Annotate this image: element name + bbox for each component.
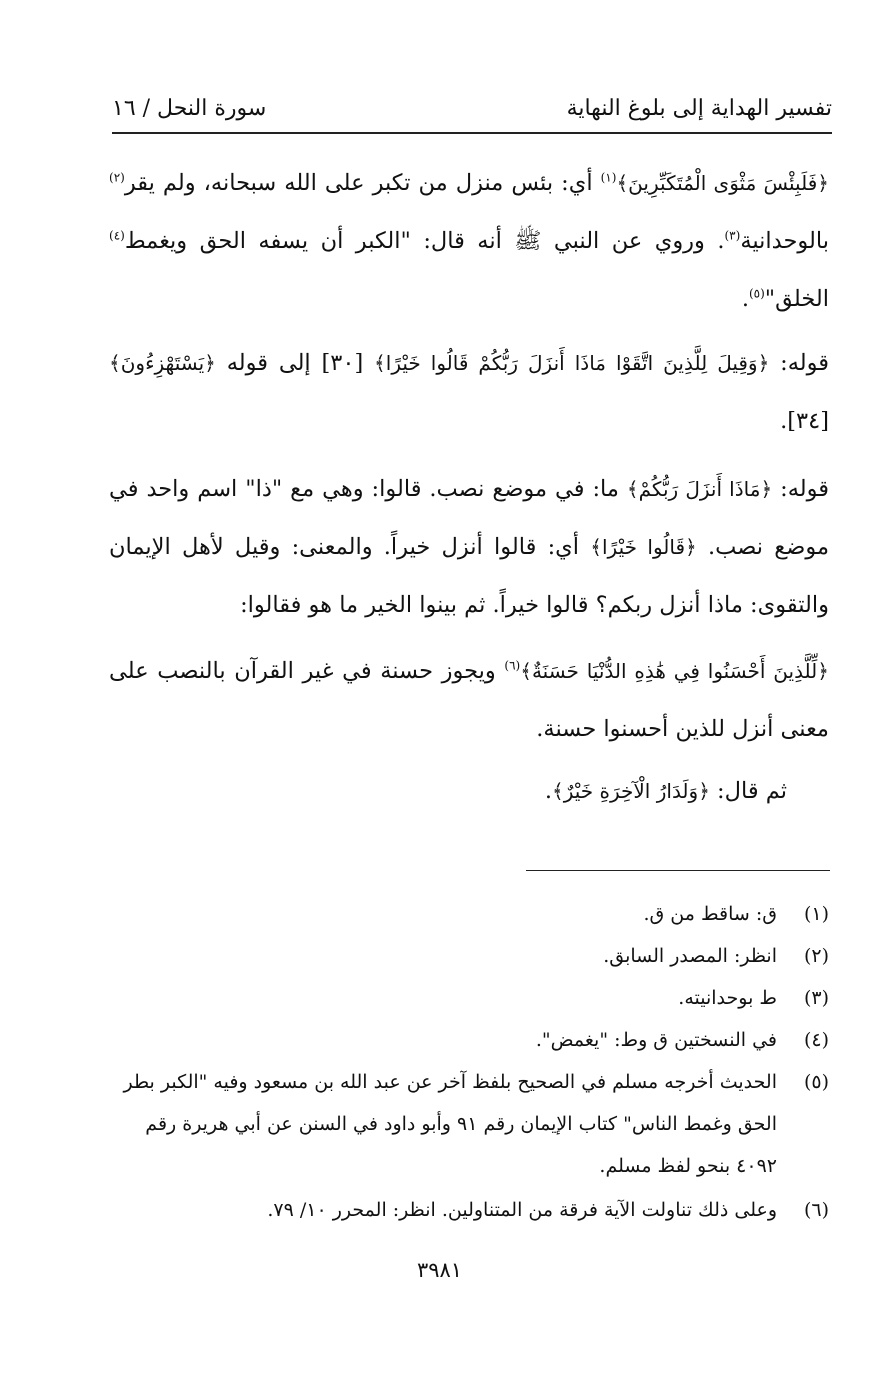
paragraph-text: ثم قال: (709, 778, 787, 804)
paragraph-text: قوله: (772, 476, 829, 502)
paragraph-4 (109, 642, 829, 758)
paragraph-text: ويجوز حسنة في غير القرآن بالنصب على معنى أنزل للذين أحسنوا حسنة. (109, 658, 829, 742)
footnote-number: (٣) (803, 987, 829, 1009)
footnote-item (109, 935, 829, 977)
footnote-separator (526, 870, 830, 871)
footnote-item (109, 1019, 829, 1061)
footnote-marker: (٣) (724, 228, 741, 243)
paragraph-2 (109, 334, 829, 450)
paragraph-text: . (741, 286, 749, 312)
footnote-marker: (٥) (748, 286, 765, 301)
paragraph-text: قوله: (769, 350, 830, 376)
footnote-item (109, 1189, 829, 1231)
paragraph-text: ما: في موضع نصب. قالوا: وهي مع "ذا" اسم واحد في موضع نصب. (109, 476, 829, 560)
quran-verse: ﴿قَالُوا خَيْرًا﴾ (590, 535, 697, 559)
quran-verse: ﴿لِّلَّذِينَ أَحْسَنُوا فِي هَٰذِهِ الدُّنْيَا حَسَنَةٌ﴾ (520, 659, 829, 683)
paragraph-3 (109, 460, 829, 634)
footnote-marker: (٦) (504, 658, 521, 673)
main-text (109, 154, 829, 820)
footnote-text: وعلى ذلك تناولت الآية فرقة من المتناولين. انظر: المحرر ١٠/ ٧٩. (267, 1199, 777, 1221)
quran-verse: ﴿مَاذَا أَنزَلَ رَبُّكُمْ﴾ (626, 477, 773, 501)
footnote-marker: (٤) (109, 228, 125, 243)
paragraph-5 (109, 762, 829, 820)
paragraph-text: إلى قوله (215, 350, 311, 376)
footnote-marker: (١) (600, 170, 617, 185)
footnote-text: ق: ساقط من ق. (643, 903, 777, 925)
surah-reference: سورة النحل / ١٦ (112, 96, 267, 121)
footnote-number: (٢) (803, 945, 829, 967)
footnote-number: (١) (803, 903, 829, 925)
quran-verse: ﴿وَلَدَارُ الْآخِرَةِ خَيْرٌ﴾ (552, 779, 710, 803)
quran-verse: ﴿وَقِيلَ لِلَّذِينَ اتَّقَوْا مَاذَا أَنزَلَ رَبُّكُمْ قَالُوا خَيْرًا﴾ (374, 351, 770, 375)
verse-reference: [٣٠] (310, 350, 375, 376)
running-header (112, 92, 832, 132)
book-title: تفسير الهداية إلى بلوغ النهاية (566, 96, 832, 121)
verse-reference: [٣٤]. (780, 408, 829, 434)
footnote-item (109, 977, 829, 1019)
footnote-number: (٥) (803, 1071, 829, 1093)
quran-verse: ﴿يَسْتَهْزِءُونَ﴾ (109, 351, 216, 375)
footnote-number: (٤) (803, 1029, 829, 1051)
footnotes (109, 893, 829, 1231)
page-number: ٣٩٨١ (416, 1258, 463, 1282)
paragraph-text: . وروي عن النبي ﷺ أنه قال: "الكبر أن يسفه الحق ويغمط (124, 228, 725, 254)
footnote-marker: (٢) (109, 170, 125, 185)
footnote-item (109, 1061, 829, 1187)
paragraph-1 (109, 154, 829, 328)
quran-verse: ﴿فَلَبِئْسَ مَثْوَى الْمُتَكَبِّرِينَ﴾ (616, 171, 829, 195)
paragraph-text: . (544, 778, 553, 804)
paragraph-text: الخلق" (764, 286, 829, 312)
footnote-number: (٦) (803, 1199, 829, 1221)
paragraph-text: أي: قالوا أنزل خيراً. والمعنى: وقيل لأهل الإيمان والتقوى: ماذا أنزل ربكم؟ قالوا خيراً. ثم بينوا الخير ما هو فقالوا: (109, 534, 829, 618)
paragraph-text: بالوحدانية (740, 228, 829, 254)
footnote-text: انظر: المصدر السابق. (603, 945, 777, 967)
footnote-text: في النسختين ق وط: "يغمض". (535, 1029, 777, 1051)
footnote-text: الحديث أخرجه مسلم في الصحيح بلفظ آخر عن عبد الله بن مسعود وفيه "الكبر بطر الحق وغمط الناس" كتاب الإيمان رقم ٩١ وأبو داود في السنن عن أبي هريرة رقم ٤٠٩٢ بنحو لفظ مسلم. (123, 1071, 777, 1177)
paragraph-text: أي: بئس منزل من تكبر على الله سبحانه، ولم يقر (124, 170, 601, 196)
header-rule (112, 132, 832, 134)
footnote-text: ط بوحدانيته. (678, 987, 777, 1009)
footnote-item (109, 893, 829, 935)
